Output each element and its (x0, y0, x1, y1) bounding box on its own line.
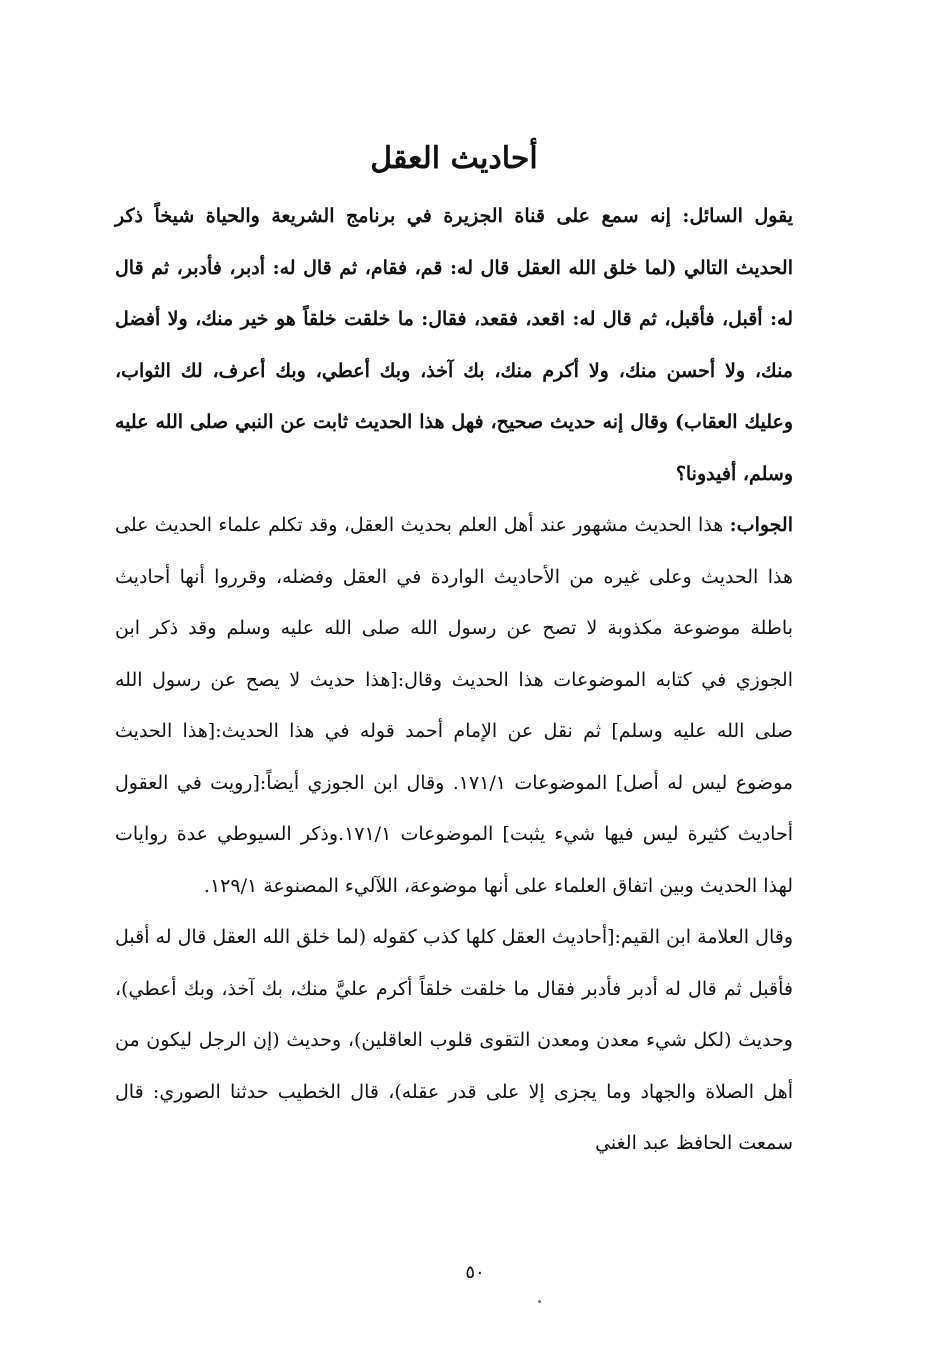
question-paragraph: يقول السائل: إنه سمع على قناة الجزيرة في برنامج الشريعة والحياة شيخاً ذكر الحديث التالي (لما خلق الله العقل قال له: قم، فقام، ثم قال له: أدبر، فأدبر، ثم قال له: أقبل، فأقبل، ثم قال له: اقعد، فقعد، فقال: ما خلقت خلقاً هو خير منك، ولا أفضل منك، ولا أحسن منك، ولا أكرم منك، بك آخذ، وبك أعطي، وبك أعرف، لك الثواب، وعليك العقاب) وقال إنه حديث صحيح، فهل هذا الحديث ثابت عن النبي صلى الله عليه وسلم، أفيدونا؟ (115, 205, 793, 485)
ibn-qayyim-paragraph: وقال العلامة ابن القيم:[أحاديث العقل كلها كذب كقوله (لما خلق الله العقل قال له أقبل فأقبل ثم قال له أدبر فأدبر فقال ما خلقت خلقاً أكرم عليَّ منك، بك آخذ، وبك أعطي)، وحديث (لكل شيء معدن ومعدن التقوى قلوب العاقلين)، وحديث (إن الرجل ليكون من أهل الصلاة والجهاد وما يجزى إلا على قدر عقله)، قال الخطيب حدثنا الصوري: قال سمعت الحافظ عبد الغني (115, 926, 793, 1154)
answer-text: هذا الحديث مشهور عند أهل العلم بحديث العقل، وقد تكلم علماء الحديث على هذا الحديث وعلى غيره من الأحاديث الواردة في العقل وفضله، وقرروا أنها أحاديث باطلة موضوعة مكذوبة لا تصح عن رسول الله صلى الله عليه وسلم وقد ذكر ابن الجوزي في كتابه الموضوعات هذا الحديث وقال:[هذا حديث لا يصح عن رسول الله صلى الله عليه وسلم] ثم نقل عن الإمام أحمد قوله في هذا الحديث:[هذا الحديث موضوع ليس له أصل] الموضوعات ١٧١/١. وقال ابن الجوزي أيضاً:[رويت في العقول أحاديث كثيرة ليس فيها شيء يثبت] الموضوعات ١٧١/١.وذكر السيوطي عدة روايات لهذا الحديث وبين اتفاق العلماء على أنها موضوعة، اللآليء المصنوعة ١٢٩/١. (115, 514, 793, 897)
answer-paragraph (115, 500, 793, 912)
page-number: ٥٠ (465, 1262, 485, 1283)
page-content (115, 135, 793, 1170)
answer-label: الجواب: (729, 514, 793, 536)
page-title: أحاديث العقل (370, 141, 538, 176)
scan-speck (538, 1300, 541, 1303)
